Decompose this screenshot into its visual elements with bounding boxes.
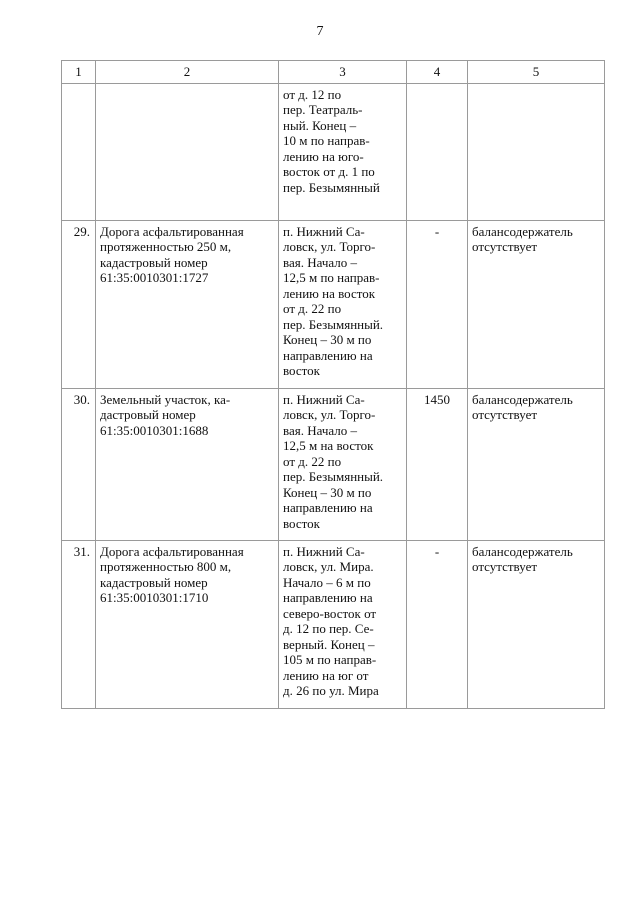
object-area: - [407,220,468,388]
row-number: 29. [62,220,96,388]
property-table [61,60,605,709]
object-name: Земельный участок, ка- дастровый номер 61:35:0010301:1688 [96,388,279,540]
object-location: п. Нижний Са- ловск, ул. Торго- вая. Начало – 12,5 м на восток от д. 22 по пер. Безымянный. Конец – 30 м по направлению на восток [279,388,407,540]
page-number: 7 [316,24,324,39]
balance-holder [468,83,605,220]
column-header: 3 [279,61,407,84]
table-row [62,540,605,708]
object-name: Дорога асфальтированная протяженностью 800 м, кадастровый номер 61:35:0010301:1710 [96,540,279,708]
balance-holder: балансодержатель отсутствует [468,220,605,388]
column-header: 1 [62,61,96,84]
row-number [62,83,96,220]
table-row [62,388,605,540]
row-number: 31. [62,540,96,708]
object-area: - [407,540,468,708]
row-number: 30. [62,388,96,540]
table-header-row [62,61,605,84]
table-row [62,220,605,388]
balance-holder: балансодержатель отсутствует [468,388,605,540]
object-area [407,83,468,220]
object-name [96,83,279,220]
balance-holder: балансодержатель отсутствует [468,540,605,708]
object-area: 1450 [407,388,468,540]
table-row [62,83,605,220]
object-location: от д. 12 по пер. Театраль- ный. Конец – 10 м по направ- лению на юго- восток от д. 1 по пер. Безымянный [279,83,407,220]
object-location: п. Нижний Са- ловск, ул. Мира. Начало – 6 м по направлению на северо-восток от д. 12 по пер. Се- верный. Конец – 105 м по направ- лению на юг от д. 26 по ул. Мира [279,540,407,708]
object-location: п. Нижний Са- ловск, ул. Торго- вая. Начало – 12,5 м по направ- лению на восток от д. 22 по пер. Безымянный. Конец – 30 м по направлению на восток [279,220,407,388]
column-header: 5 [468,61,605,84]
object-name: Дорога асфальтированная протяженностью 250 м, кадастровый номер 61:35:0010301:1727 [96,220,279,388]
column-header: 4 [407,61,468,84]
column-header: 2 [96,61,279,84]
